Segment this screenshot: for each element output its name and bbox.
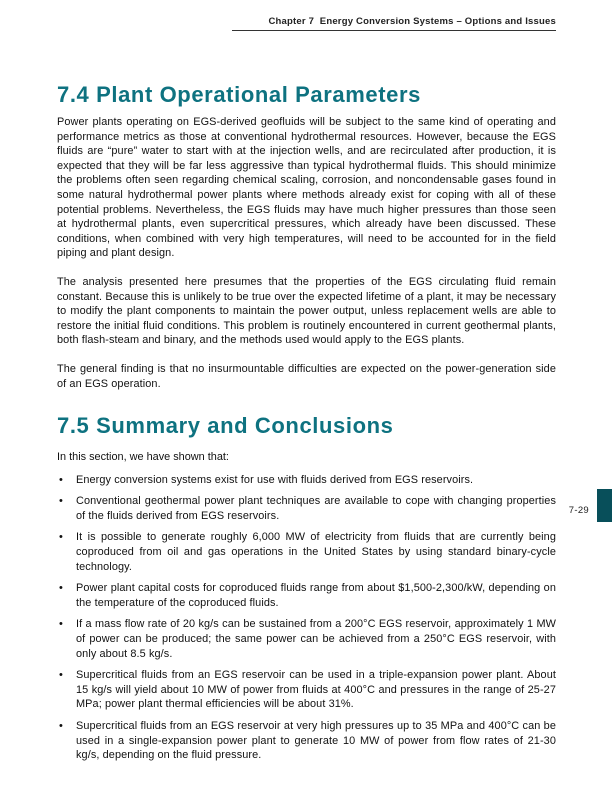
paragraph: Power plants operating on EGS-derived geofluids will be subject to the same kind of operating and performance metrics as those at conventional hydrothermal resources. However, because the EGS fluids are “pure” water to start with at the injection wells, and are recirculated after production, it is expected that they will be far less aggressive than typical hydrothermal fluids. This should minimize the problems often seen regarding chemical scaling, corrosion, and noncondensable gases found in some natural hydrothermal power plants where methods already exist for coping with all of these potential problems. Nevertheless, the EGS fluids may have much higher pressures than those seen at hydrothermal plants, even supercritical pressures, which already have been discussed. These conditions, when combined with very high temperatures, will need to be accounted for in the field piping and plant design. <box>57 116 556 260</box>
summary-intro: In this section, we have shown that: <box>57 451 229 464</box>
paragraph: The analysis presented here presumes that the properties of the EGS circulating fluid remain constant. Because this is unlikely to be true over the expected lifetime of a plant, it may be necessary to modify the plant components to maintain the power output, unless replacement wells are able to restore the initial fluid conditions. This problem is routinely encountered in current geothermal plants, both flash-steam and binary, and the methods used would apply to the EGS plants. <box>57 275 556 347</box>
page-number: 7-29 <box>568 505 589 516</box>
bullet-item: • If a mass flow rate of 20 kg/s can be sustained from a 200°C EGS reservoir, approximately 1 MW of power can be produced; the same power can be achieved from a 250°C EGS reservoir, with only about 8.5 kg/s. <box>57 617 556 661</box>
page-content <box>57 82 556 770</box>
running-header: Chapter 7 Energy Conversion Systems – Options and Issues <box>268 16 556 27</box>
bullet-item: • It is possible to generate roughly 6,000 MW of electricity from fluids that are currently being coproduced from oil and gas operations in the United States by using standard binary-cycle technology. <box>57 530 556 574</box>
summary-bullet-list <box>57 473 556 763</box>
bullet-item: • Supercritical fluids from an EGS reservoir can be used in a triple-expansion power plant. About 15 kg/s will yield about 10 MW of power from fluids at 400°C and pressures in the range of 25-27 MPa; power plant thermal efficiencies will be about 31%. <box>57 668 556 712</box>
bullet-item: • Supercritical fluids from an EGS reservoir at very high pressures up to 35 MPa and 400°C can be used in a single-expansion power plant to generate 10 MW of power from flow rates of 21-30 kg/s, depending on the fluid pressure. <box>57 719 556 763</box>
section-title-summary-conclusions: 7.5 Summary and Conclusions <box>57 413 394 439</box>
chapter-edge-tab <box>597 489 612 522</box>
bullet-item: • Power plant capital costs for coproduced fluids range from about $1,500-2,300/kW, depending on the temperature of the coproduced fluids. <box>57 581 556 610</box>
section-title-operational-parameters: 7.4 Plant Operational Parameters <box>57 82 422 107</box>
paragraph: The general finding is that no insurmountable difficulties are expected on the power-generation side of an EGS operation. <box>57 362 556 390</box>
bullet-item: • Energy conversion systems exist for use with fluids derived from EGS reservoirs. <box>57 473 556 488</box>
bullet-item: • Conventional geothermal power plant techniques are available to cope with changing properties of the fluids derived from EGS reservoirs. <box>57 494 556 523</box>
header-rule <box>232 30 556 31</box>
